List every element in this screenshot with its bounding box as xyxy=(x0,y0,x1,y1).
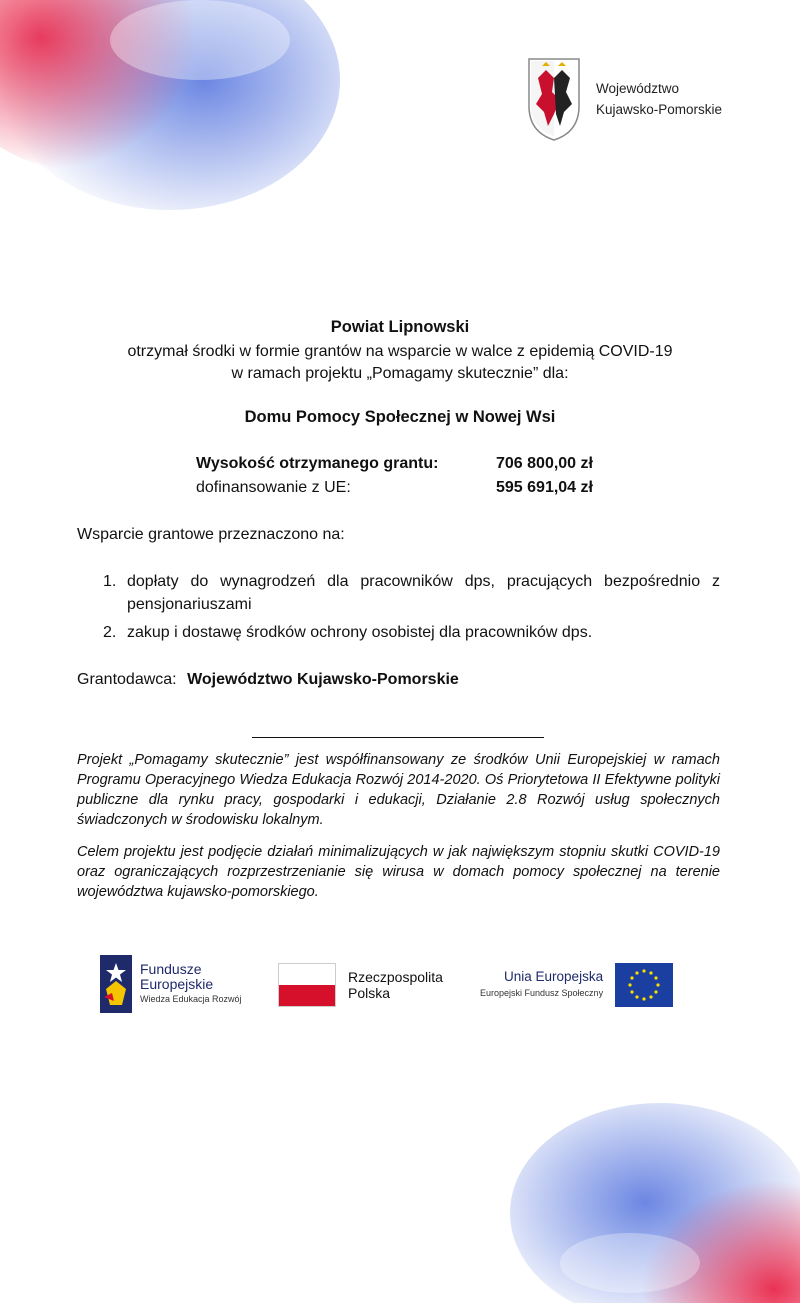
ue-subtitle: Europejski Fundusz Społeczny xyxy=(480,988,604,998)
eu-flag-icon xyxy=(615,963,673,1007)
grantor-label: Grantodawca: xyxy=(77,671,177,688)
grant-description-line1: otrzymał środki w formie grantów na wsparcie w walce z epidemią COVID-19 xyxy=(127,343,673,360)
support-list-item xyxy=(77,621,720,644)
coat-of-arms-icon xyxy=(526,56,582,142)
fundusze-europejskie-icon xyxy=(100,955,132,1013)
region-name-line2: Kujawsko-Pomorskie xyxy=(596,102,723,117)
recipient-title: Powiat Lipnowski xyxy=(330,318,470,336)
support-list xyxy=(77,570,720,649)
region-name xyxy=(596,78,722,120)
fe-subtitle: Wiedza Edukacja Rozwój xyxy=(140,993,242,1004)
eu-funding-row xyxy=(196,476,593,500)
grantor xyxy=(77,671,459,689)
project-goal-note: Celem projektu jest podjęcie działań minimalizujących w jak największym stopniu skutki COVID-19 oraz ograniczających rozprzestrzenianie się wirusa w domach pomocy społecznej na terenie województwa kujawsko-pomorskiego. xyxy=(77,844,720,900)
fe-title-line2: Europejskie xyxy=(140,975,214,992)
fundusze-europejskie-logo xyxy=(100,955,242,1013)
support-list-item xyxy=(77,570,720,616)
region-logo xyxy=(526,56,722,142)
grant-amount-row xyxy=(196,452,593,476)
grantor-name: Województwo Kujawsko-Pomorskie xyxy=(187,671,459,688)
decorative-swoosh-bottom-right xyxy=(510,1063,800,1303)
support-item-number: 1. xyxy=(103,573,117,590)
funding-logos xyxy=(100,955,680,1015)
project-funding-note: Projekt „Pomagamy skutecznie” jest współfinansowany ze środków Unii Europejskiej w ramach Programu Operacyjnego Wiedza Edukacja Rozwój 2014-2020. Oś Priorytetowa II Efektywne polityki publiczne dla rynku pracy, gospodarki i edukacji, Działanie 2.8 Rozwój usług społecznych świadczonych w środowisku lokalnym. xyxy=(77,752,720,828)
region-name-line1: Województwo xyxy=(596,81,680,96)
grant-amounts xyxy=(196,452,593,500)
unia-europejska-logo xyxy=(480,963,673,1007)
eu-funding-value: 595 691,04 zł xyxy=(496,479,593,496)
rp-line1: Rzeczpospolita xyxy=(348,969,443,985)
ue-text xyxy=(480,968,603,1002)
rzeczpospolita-polska-logo xyxy=(278,963,443,1007)
divider-line xyxy=(252,737,544,738)
institution-name: Domu Pomocy Społecznej w Nowej Wsi xyxy=(244,408,556,426)
rp-line2: Polska xyxy=(348,985,391,1001)
grant-description-line2: w ramach projektu „Pomagamy skutecznie” dla: xyxy=(231,365,569,382)
support-intro: Wsparcie grantowe przeznaczono na: xyxy=(77,526,345,543)
grant-amount-label: Wysokość otrzymanego grantu: xyxy=(196,455,439,472)
decorative-swoosh-top-left xyxy=(0,0,340,260)
poland-flag-icon xyxy=(278,963,336,1007)
ue-title: Unia Europejska xyxy=(504,969,604,984)
support-item-text: dopłaty do wynagrodzeń dla pracowników dps, pracujących bezpośrednio z pensjonariuszami xyxy=(127,573,720,613)
fe-title-line1: Fundusze xyxy=(140,960,202,977)
eu-funding-label: dofinansowanie z UE: xyxy=(196,479,351,496)
support-item-number: 2. xyxy=(103,624,117,641)
fundusze-europejskie-text xyxy=(140,962,242,1007)
grant-amount-value: 706 800,00 zł xyxy=(496,455,593,472)
support-item-text: zakup i dostawę środków ochrony osobistej dla pracowników dps. xyxy=(127,624,593,641)
rp-text xyxy=(348,969,443,1001)
